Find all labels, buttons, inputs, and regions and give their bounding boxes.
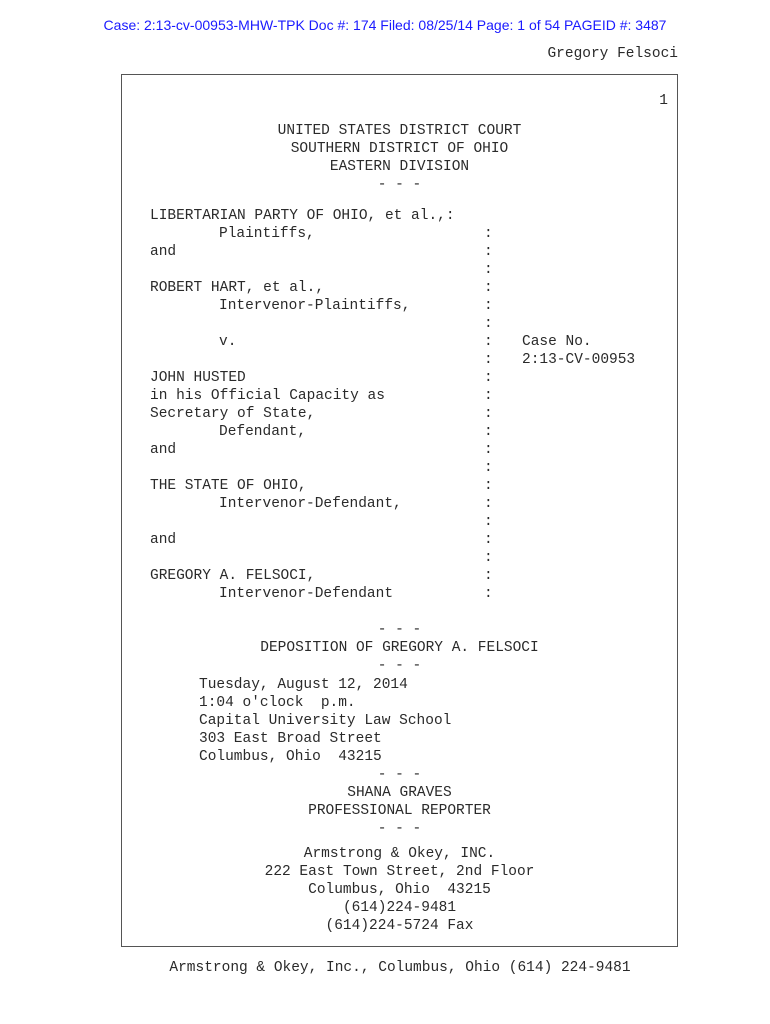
reporter-title: PROFESSIONAL REPORTER	[308, 803, 491, 819]
caption-colon: :	[484, 478, 493, 494]
page-footer: Armstrong & Okey, Inc., Columbus, Ohio (614) 224-9481	[169, 960, 631, 976]
deposition-date: Tuesday, August 12, 2014	[199, 677, 408, 693]
caption-and: and	[150, 442, 177, 458]
intervenor-plaintiff-name: ROBERT HART, et al.,	[150, 280, 325, 296]
ecf-filing-header: Case: 2:13-cv-00953-MHW-TPK Doc #: 174 Filed: 08/25/14 Page: 1 of 54 PAGEID #: 3487	[103, 17, 667, 33]
caption-colon: :	[484, 316, 493, 332]
caption-colon: :	[484, 352, 493, 368]
separator: - - -	[377, 767, 422, 783]
plaintiff-name: LIBERTARIAN PARTY OF OHIO, et al.,:	[150, 208, 455, 224]
firm-street: 222 East Town Street, 2nd Floor	[264, 864, 535, 880]
deposition-city: Columbus, Ohio 43215	[199, 749, 382, 765]
intervenor-plaintiff-role: Intervenor-Plaintiffs,	[219, 298, 411, 314]
court-district: SOUTHERN DISTRICT OF OHIO	[290, 141, 509, 157]
defendant-role: Defendant,	[219, 424, 307, 440]
caption-colon: :	[484, 244, 493, 260]
caption-colon: :	[484, 442, 493, 458]
defendant-title: Secretary of State,	[150, 406, 316, 422]
deposition-title: DEPOSITION OF GREGORY A. FELSOCI	[260, 640, 539, 656]
caption-colon: :	[484, 280, 493, 296]
firm-phone: (614)224-9481	[342, 900, 457, 916]
deposition-street: 303 East Broad Street	[199, 731, 382, 747]
firm-fax: (614)224-5724 Fax	[325, 918, 474, 934]
case-number-label: Case No.	[522, 334, 592, 350]
caption-and: and	[150, 532, 177, 548]
caption-colon: :	[484, 514, 493, 530]
separator: - - -	[377, 821, 422, 837]
intervenor-defendant-role: Intervenor-Defendant	[219, 586, 394, 602]
caption-and: and	[150, 244, 177, 260]
court-division: EASTERN DIVISION	[329, 159, 470, 175]
plaintiff-role: Plaintiffs,	[219, 226, 315, 242]
caption-colon: :	[484, 586, 493, 602]
deposition-place: Capital University Law School	[199, 713, 452, 729]
page-number: 1	[659, 93, 668, 109]
caption-colon: :	[484, 298, 493, 314]
separator: - - -	[377, 177, 422, 193]
separator: - - -	[377, 658, 422, 674]
caption-colon: :	[484, 550, 493, 566]
caption-colon: :	[484, 370, 493, 386]
firm-name: Armstrong & Okey, INC.	[303, 846, 496, 862]
caption-colon: :	[484, 262, 493, 278]
firm-city: Columbus, Ohio 43215	[308, 882, 491, 898]
court-name: UNITED STATES DISTRICT COURT	[277, 123, 522, 139]
reporter-name: SHANA GRAVES	[347, 785, 452, 801]
deposition-time: 1:04 o'clock p.m.	[199, 695, 356, 711]
intervenor-defendant-name: THE STATE OF OHIO,	[150, 478, 307, 494]
versus: v.	[219, 334, 237, 350]
case-number: 2:13-CV-00953	[522, 352, 636, 368]
caption-colon: :	[484, 424, 493, 440]
caption-colon: :	[484, 226, 493, 242]
witness-name-header: Gregory Felsoci	[547, 46, 678, 62]
caption-colon: :	[484, 334, 493, 350]
defendant-capacity: in his Official Capacity as	[150, 388, 385, 404]
intervenor-defendant-name: GREGORY A. FELSOCI,	[150, 568, 316, 584]
defendant-name: JOHN HUSTED	[150, 370, 246, 386]
caption-colon: :	[484, 568, 493, 584]
caption-colon: :	[484, 532, 493, 548]
caption-colon: :	[484, 406, 493, 422]
caption-colon: :	[484, 460, 493, 476]
intervenor-defendant-role: Intervenor-Defendant,	[219, 496, 402, 512]
caption-colon: :	[484, 388, 493, 404]
separator: - - -	[377, 622, 422, 638]
caption-colon: :	[484, 496, 493, 512]
